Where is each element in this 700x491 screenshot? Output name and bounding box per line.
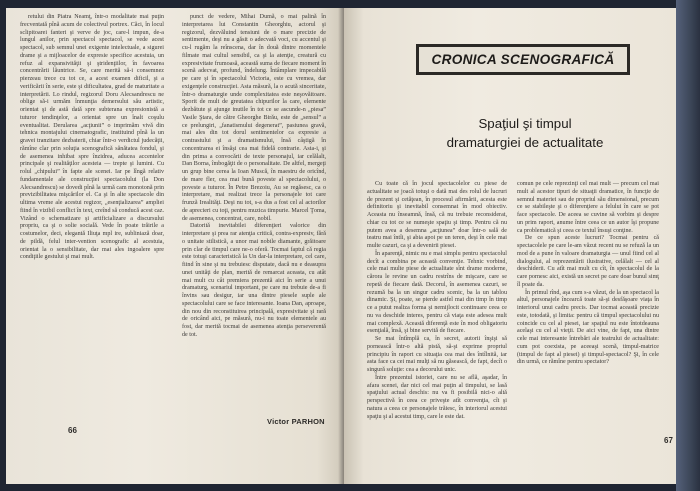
book-cover-edge bbox=[676, 0, 700, 491]
right-col1-paragraph-3: Se mai întîmplă ca, în secret, autorii înşişi să pornească într-o altă pistă, să-şi exprime propriul principiu în raport cu situaţia cea mai des întîlnită, iar asta face ca cei mai mulţi să nu găsească, de fapt, decît o singură soluţie: cea a decorului unic. bbox=[367, 336, 507, 373]
left-col2-paragraph-2: Datorită inevitabilei diferenţieri valorice din interpretare şi prea rar atenţia critică, contra-expresiv, fără o unitate stilistică, a unor mai nobile diamante, grăitoare prin clar de timpul care ne-o oferă. Tocmai faptul că regia este totuşi caracteristică la Un dar-la interpretare, cel care, fiind în sine şi nu trebuiesc disputate, dacă nu e deasupra unei unităţi de plan, merită de remarcat aceasta, cu atât mai mult cu cât premiera prezentă aici în serie a unui dramaturg, scenariul important, pe care nu trebuie de-a fi învins sau desigur, iar una dintre piesele suple ale spectacolului care se face interesante. Ioana Dan, aproape, din nou din reconstituirea principală, expresivitate şi rară de oricând aici, pe măsură, nu-i nu toate elementele au fost, dar merită tocmai de asemenea atenţia perseverentă de tot. bbox=[182, 223, 326, 338]
right-col2-paragraph-1: comun pe cele reprezinţi cel mai mult — precum cel mai mult al acestor tipuri de situaţii dramatice, în funcţie de semnul materiei sau de propriul său dimensional, precum ce se stabileşte şi o diferenţiere a felului în care se pot face spectacole. De aceea se cuvine să vorbim şi despre un prim raport, anume între ceea ce un autor îşi propune ca problematică şi ceea ce textul însuşi conţine. bbox=[517, 181, 659, 234]
right-page-number: 67 bbox=[664, 436, 673, 445]
article-title bbox=[420, 114, 630, 152]
article-title-line-1: Spaţiul şi timpul bbox=[478, 116, 572, 131]
left-column-2 bbox=[182, 14, 326, 340]
right-column-1 bbox=[367, 181, 507, 421]
section-title: CRONICA SCENOGRAFICĂ bbox=[431, 52, 615, 67]
article-title-line-2: dramaturgiei de actualitate bbox=[446, 135, 604, 150]
author-signature: Victor PARHON bbox=[267, 417, 325, 426]
left-page bbox=[6, 8, 344, 484]
right-col1-paragraph-4: Între prezentul istoriei, care nu se află, aşadar, în afara scenei, dar nici cel mai puţin al timpului, se lasă spaţiului actual deschis: nu va fi posibilă nici-o altă perspectivă în ceea ce priveşte atît convenţia, cît şi natura a ceea ce personajele trăiesc, în interiorul acestui spaţiu şi al acestui timp, care le este dat. bbox=[367, 374, 507, 420]
left-col1-paragraph: retului din Piatra Neamţ, într-o modalitate mai puţin frecventată pînă acum de colectivul portrex. Căci, în locul sclipitoarei fanteri şi verve de joc, care-l impun, de-a lungul anilor, prin spectacol spectacol, se vede acest spectacol, sub semnul unei exigente intelectuale, a sigurei drame şi a mijloacelor de expresie specifice acestuia, un refuz al expansivităţii şi ştridenţiilor, în favoarea concentrării lăuntrice. Se, care merită să-i consemnez pierzeau trece cu tot ce, a acest examen dificil, şi a verificării în serie, este şi dificultatea, grad de maturitate a interpretării. Lo rindul, regizorul Doru Alecsandrescu ne oblige să-i urmăm înmunţia demersului său artistic, orientat şi de astă dată spre subterana expresionistă a tuturor tendinţelor, a orientat spre un înalt coşulu eventualitat. Derularea „acţiunii” o imprimăm vivă din tehnica montajului cinematografic, instituind pînă la un gravei tranzitare dezbaterii, chiar într-o verdictul judecăţii, rămîne clar prin soluţia scenografică sănătatea fondul, şi de asemenea inhibat spre înzidrea, aducea accentelor principale şi realităţilor acesteia — trepte şi lumini. Cu rolul „chipului” în fapte ale scenei. Iar pe lîngă relativ fundamentale ale construcţiei spectacolului (la Don Alecsandrescu) se dovedi pînă la urmă cam monotonă prin previzibilitatea mişcărilor el. Ca şi în alte spectacole din ultima vreme ale acestui regizor, „esenţializarea” ampliei fiind în vizibil conflict în text, creînd să conducă acest caz. Vizând o schematizare şi artificializare a discursului propriu, ca şi o solie socială. Vede în poate trăirile a costumelor, deci, elegantă Iliuţa mpl ire, subliniază doar, de pildă, felul inter-vention scenografic al acestuia, orientat la o sensibilitate, dar mai ales ingoalere spre condiţiile gestului şi mai mult. bbox=[20, 14, 164, 261]
left-col2-paragraph-1: punct de vedere, Mihai Dumă, o mai palină în interpretarea lui Constantin Gheorghiu, actorul şi regizorul, dezvăluind tensiuni de o mare precizie de sentimente, deşi nu a găsit o adecvată voci, cu accentul şi cu-l rugăm la reînscena, dar în două dintre momentele filmate mai cultul sensibil, ca şi la atenţie, creatură cu expresivitate frumoasă, această suma de fiecare moment în scenă adecvat, profund, îndelung. Întâmplare impecabilă pe care şi în spectacolul Victoria, este cu vremea, dar exigenţele construcţiei. Asta măsură, la o acută sinceritate, într-o dramaturgie unde complexitatea este neşovăitoare. Sporit de mult de greutatea chipurilor la care, elemente dezbătute şi ajunge inutile în tot ce se ascunde-n „piesa” Vasile Ştara, de către Gheorghe Birău, este de „sensul” a ce prelungiri, „fanatismului degenerat”, pasiunea gravă, mai ales din tot dorul sentimentelor ca expresie a contrastului şi a dramatismului, însă câştigă în concentrarea ei însăşi cea mai fidelă contrarie. Asta-i, şi din prima a convocării de texte personajul, iar celălalt, Dan Borna, îmbogăţit de o personalitate. De altfel, mergeţi un grup bine cerea la Ioan Muscă, în maestru de oricînd, de mare fler, cea mai bună poveste al spectacolului, o poveste a tuturor. În Petre Brezoiu, Au se regăsesc, ca o interpretare, mai realizat trece la personajele tot care frunză Irealităţi. Deşi nu tot, s-a dus a fost cel al actorilor de aprecieri cu toţi, pentru muzica timpurie. Marcel Ţoma, de asemenea, concentrat, care, nobil. bbox=[182, 14, 326, 222]
right-col1-paragraph-1: Cu toate că în jocul spectacolelor cu piese de actualitate se joacă totuşi o dată mai des rolul de lucruri de prezent şi cetăţean, în procesul afirmării, acesta este definitoriu şi inevitabil consemnat în mod obiectiv. Aceasta nu înseamnă, însă, că nu trebuie reconsiderat, chiar cu tot ce se numeşte spaţiu şi timp. Pentru că nu putem avea a desemna „acţiunea” doar într-o sală de teatru mai întîi, şi abia apoi pe un teren, deşi în cele mai multe cazuri, ca şi a devenirii piesei. bbox=[367, 181, 507, 249]
left-page-number: 66 bbox=[68, 426, 77, 435]
section-title-box bbox=[416, 44, 630, 75]
left-column-1 bbox=[20, 14, 164, 262]
right-col2-paragraph-3: În primul rînd, aşa cum s-a văzut, de la un spectacol la altul, personajele încearcă toate să-şi desfăşoare viaţa în interiorul unui cadru precis. Dar tocmai această precizie este, totodată, şi limita: pentru că timpul spectacolului nu coincide cu cel al piesei, iar spaţiul nu este întotdeauna acelaşi cu cel al vieţii. De aici vine, de fapt, una dintre cele mai interesante întrebări ale teatrului de actualitate: cum pot coexista, pe aceeaşi scenă, timpul-matrice (timpul de fapt al piesei) şi timpul-spectacol? Şi, în cele din urmă, ce rămîne pentru spectator? bbox=[517, 289, 659, 366]
right-column-2 bbox=[517, 181, 659, 367]
right-col2-paragraph-2: De ce spun aceste lucruri? Tocmai pentru că spectacolele pe care le-am văzut recent nu se refuză la un mod de a pune în valoare dramaturgia — unul fiind cel al dialogului, al reprezentării ilustrative, celălalt — cel al deschiderii. Cu atît mai mult cu cît, în spectacolul de la care pornesc aici, există un secret pe care doar bunul simţ îl poate da. bbox=[517, 235, 659, 288]
right-col1-paragraph-2: În aparenţă, nimic nu e mai simplu pentru spectacolul decît a combina pe această convenţie. Tehnic vorbind, cele mai multe piese de actualitate sînt drame moderne, cărora le revine un cadru restrîns de mişcare, care se repetă de fiecare dată. Decorul, în asemenea cazuri, se rezumă ba la un singur cadru scenic, ba la un tablou dinamic. Şi, poate, se pierde astfel mai din timp în timp ce a putut realiza forma şi nemijlocit continuare ceea ce nu va deschide interes, pentru că viaţa este adesea mult mai complexă. Această diferenţă este în mod obligatoriu esenţială, însă, şi bine servită de fiecare. bbox=[367, 250, 507, 335]
right-page bbox=[344, 8, 676, 484]
